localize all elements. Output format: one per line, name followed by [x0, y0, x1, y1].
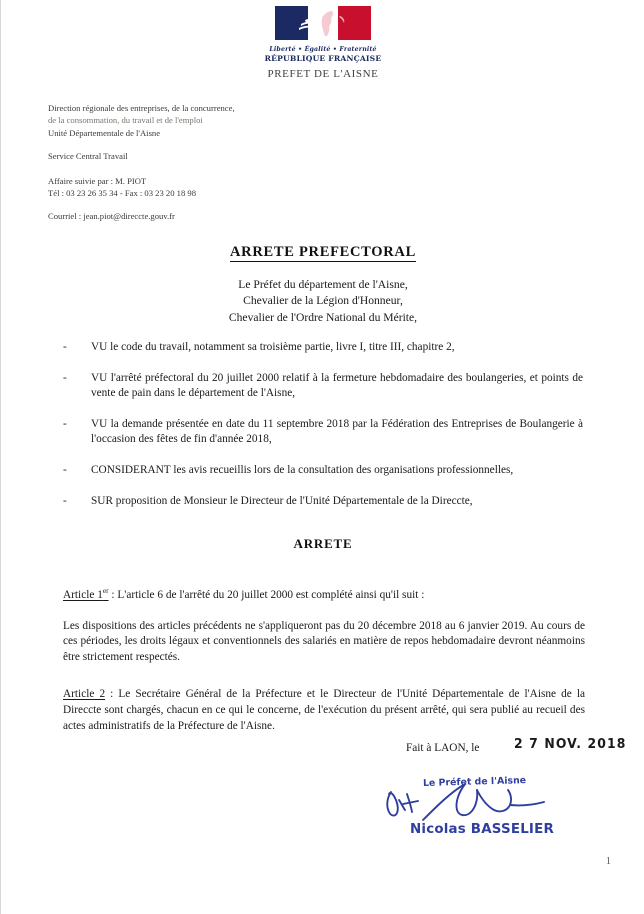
letterhead-block [48, 102, 378, 223]
article-2-label: Article 2 [63, 687, 106, 700]
signature-block [381, 736, 631, 856]
document-title-text: ARRETE PREFECTORAL [230, 244, 416, 260]
article-1-heading [63, 583, 585, 604]
clause-list [63, 340, 583, 524]
signature-place-line: Fait à LAON, le [406, 742, 480, 754]
prefecture-heading: PREFET DE L'AISNE [267, 68, 379, 80]
article-1-ordinal-suffix: er [102, 586, 109, 595]
clause-item [63, 417, 583, 448]
letterhead-line-1: Direction régionale des entreprises, de la concurrence, [48, 103, 235, 113]
republic-name: RÉPUBLIQUE FRANÇAISE [264, 54, 382, 63]
article-1-spacer [63, 604, 585, 619]
article-1-body: Les dispositions des articles précédents ne s'appliqueront pas du 20 décembre 2018 au 6 janvier 2019. Au cours de ces périodes, les droits légaux et conventionnels des salariés en matière de repos hebdomadaire devront néanmoins être strictement respectés. [63, 619, 585, 664]
letterhead-phone-fax: Tél : 03 23 26 35 34 - Fax : 03 23 20 18 98 [48, 188, 196, 199]
letterhead-service: Service Central Travail [48, 151, 128, 162]
clause-text: SUR proposition de Monsieur le Directeur de l'Unité Départementale de la Direccte, [91, 494, 473, 507]
letterhead-spacer-3 [48, 199, 378, 210]
clause-item [63, 340, 583, 356]
letterhead-email: Courriel : jean.piot@direccte.gouv.fr [48, 211, 175, 222]
letterhead-spacer-2 [48, 163, 378, 175]
article-1-label-text: Article 1 [63, 588, 103, 601]
clause-text: VU la demande présentée en date du 11 septembre 2018 par la Fédération des Entreprises de Boulangerie à l'occasion des fêtes de fin d'année 2018, [91, 417, 583, 446]
subtitle-line-1: Le Préfet du département de l'Aisne, [238, 278, 408, 291]
clause-marker: - [63, 494, 67, 507]
clause-marker: - [63, 371, 67, 384]
date-stamp: 2 7 NOV. 2018 [514, 736, 627, 752]
article-2-paragraph [63, 687, 585, 734]
document-title [1, 244, 644, 261]
signer-title: Le Préfet de l'Aisne [422, 775, 527, 789]
clause-text: VU l'arrêté préfectoral du 20 juillet 2000 relatif à la fermeture hebdomadaire des boulangeries, et points de vente de pain dans le département de l'Aisne, [91, 371, 583, 400]
republique-francaise-logo [1, 6, 644, 64]
clause-item [63, 494, 583, 510]
clause-text: CONSIDERANT les avis recueillis lors de la consultation des organisations professionnelles, [91, 463, 514, 476]
signer-name: Nicolas BASSELIER [410, 822, 554, 837]
letterhead-affaire: Affaire suivie par : M. PIOT [48, 175, 147, 186]
marianne-profile-icon [275, 6, 371, 40]
article-1-label [63, 586, 109, 601]
document-subtitle [1, 277, 644, 326]
article-2-spacer [63, 666, 585, 687]
republic-motto: Liberté • Égalité • Fraternité [269, 46, 377, 53]
clause-item [63, 371, 583, 402]
letterhead-line-2: de la consommation, du travail et de l'emploi [48, 115, 203, 126]
clause-marker: - [63, 417, 67, 430]
page-number: 1 [605, 856, 611, 867]
subtitle-line-2: Chevalier de la Légion d'Honneur, [243, 294, 403, 308]
letterhead-spacer-1 [48, 139, 378, 150]
clause-text: VU le code du travail, notamment sa troisième partie, livre I, titre III, chapitre 2, [91, 341, 455, 353]
french-flag-marianne-icon [275, 6, 371, 40]
article-1-intro: : L'article 6 de l'arrêté du 20 juillet 2000 est complété ainsi qu'il suit : [108, 588, 425, 601]
subtitle-line-3: Chevalier de l'Ordre National du Mérite, [228, 310, 418, 324]
clause-marker: - [63, 341, 67, 353]
arrete-heading: ARRETE [293, 536, 353, 551]
article-2-body: : Le Secrétaire Général de la Préfecture et le Directeur de l'Unité Départementale de l'Aisne de la Direccte sont chargés, chacun en ce qui le concerne, de l'exécution du présent arrêté, qui sera publié au recueil des actes administratifs de la Préfecture de l'Aisne. [63, 687, 585, 732]
clause-marker: - [63, 463, 67, 476]
clause-item [63, 463, 583, 479]
articles-section [63, 583, 585, 734]
letterhead-line-3: Unité Départementale de l'Aisne [48, 127, 161, 138]
